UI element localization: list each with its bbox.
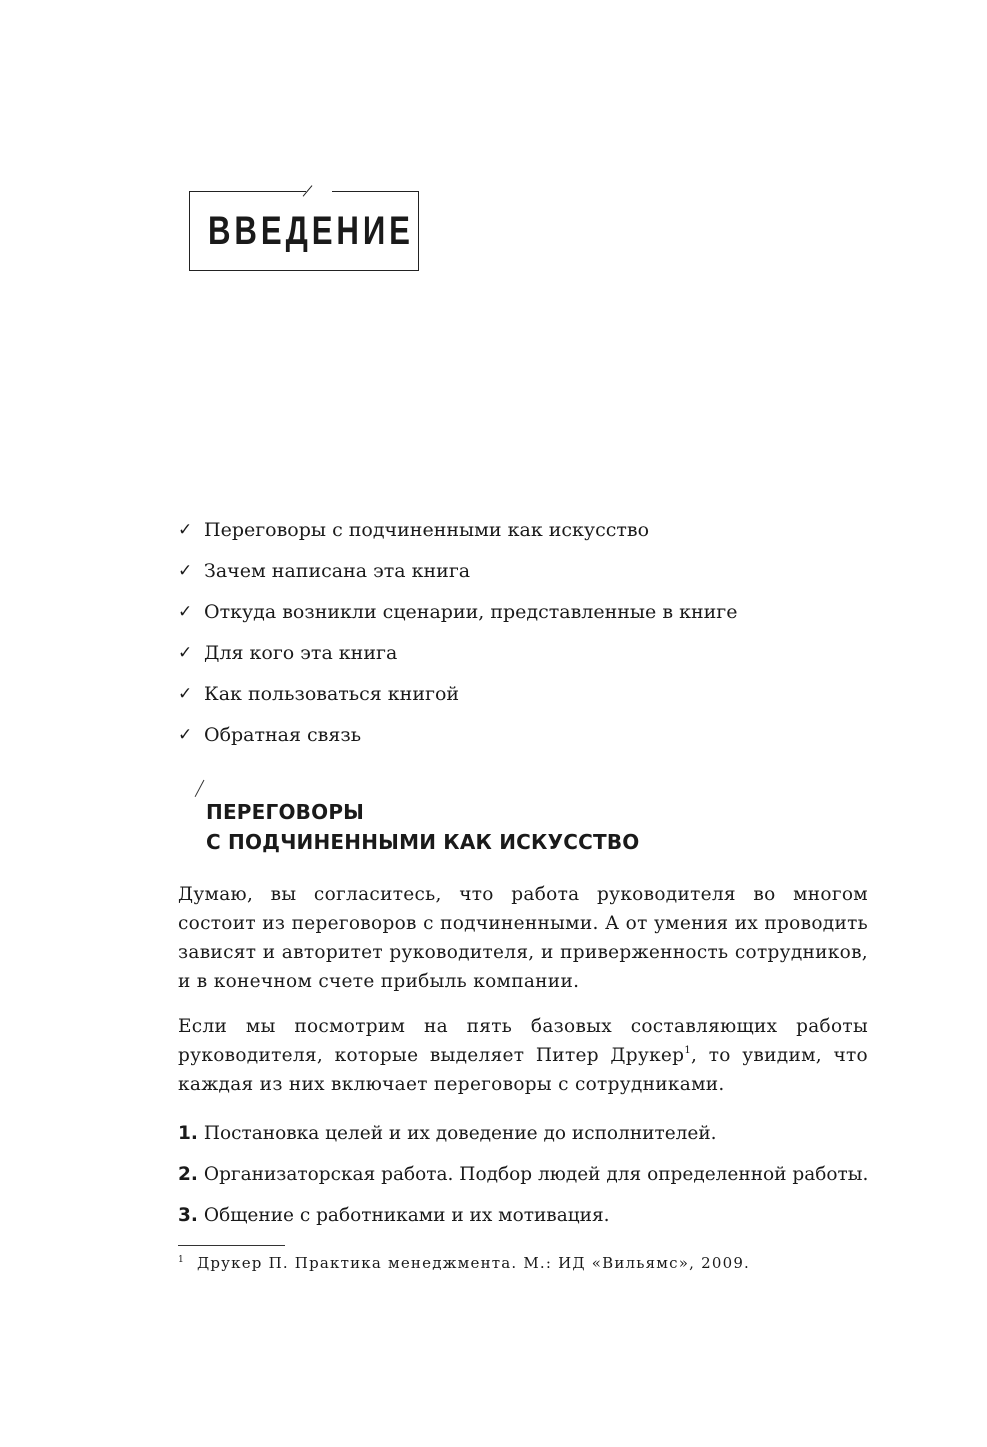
footnote-divider	[178, 1245, 285, 1246]
contents-item-label: Как пользоваться книгой	[204, 683, 460, 705]
checkmark-icon: ✓	[178, 725, 193, 745]
chapter-contents-list	[178, 510, 737, 756]
contents-item	[178, 592, 737, 633]
management-tasks-list	[178, 1113, 868, 1236]
footnote-reference: 1	[684, 1045, 691, 1056]
section-slash-decoration	[195, 780, 205, 797]
list-item	[178, 1113, 868, 1154]
contents-item	[178, 551, 737, 592]
footnote-mark: 1	[178, 1255, 185, 1265]
contents-item	[178, 510, 737, 551]
list-item-number: 1.	[178, 1123, 198, 1144]
checkmark-icon: ✓	[178, 520, 193, 540]
frame-gap	[306, 189, 332, 195]
chapter-title: ВВЕДЕНИЕ	[208, 209, 414, 253]
contents-item	[178, 715, 737, 756]
section-heading-line-1: ПЕРЕГОВОРЫ	[206, 800, 365, 824]
list-item-number: 2.	[178, 1164, 198, 1185]
paragraph-text: Если мы посмотрим на пять базовых составляющих работы руководителя, которые выделяет Питер Друкер	[178, 1016, 868, 1066]
contents-item-label: Переговоры с подчиненными как искусство	[204, 519, 650, 541]
list-item	[178, 1195, 868, 1236]
checkmark-icon: ✓	[178, 684, 193, 704]
body-paragraph-2	[178, 1012, 868, 1099]
contents-item-label: Для кого эта книга	[204, 642, 398, 664]
body-paragraph-1: Думаю, вы согласитесь, что работа руководителя во многом состоит из переговоров с подчиненными. А от умения их проводить зависят и авторитет руководителя, и приверженность сотрудников, и в конечном счете прибыль компании.	[178, 884, 868, 992]
chapter-title-frame	[189, 191, 419, 271]
list-item-text: Общение с работниками и их мотивация.	[203, 1205, 610, 1226]
checkmark-icon: ✓	[178, 602, 193, 622]
footnote-text: Друкер П. Практика менеджмента. М.: ИД «Вильямс», 2009.	[196, 1254, 751, 1272]
contents-item-label: Зачем написана эта книга	[204, 560, 471, 582]
paragraph-text: , то увидим, что каждая из них включает переговоры с сотрудниками.	[178, 1045, 868, 1095]
contents-item	[178, 633, 737, 674]
section-heading-line-2: С ПОДЧИНЕННЫМИ КАК ИСКУССТВО	[206, 830, 640, 854]
list-item-text: Постановка целей и их доведение до исполнителей.	[203, 1123, 717, 1144]
list-item-text: Организаторская работа. Подбор людей для определенной работы.	[203, 1164, 869, 1185]
contents-item	[178, 674, 737, 715]
contents-item-label: Откуда возникли сценарии, представленные в книге	[204, 601, 738, 623]
list-item	[178, 1154, 868, 1195]
checkmark-icon: ✓	[178, 561, 193, 581]
checkmark-icon: ✓	[178, 643, 193, 663]
list-item-number: 3.	[178, 1205, 198, 1226]
contents-item-label: Обратная связь	[204, 724, 362, 746]
section-heading	[206, 797, 639, 857]
footnote	[178, 1252, 750, 1274]
